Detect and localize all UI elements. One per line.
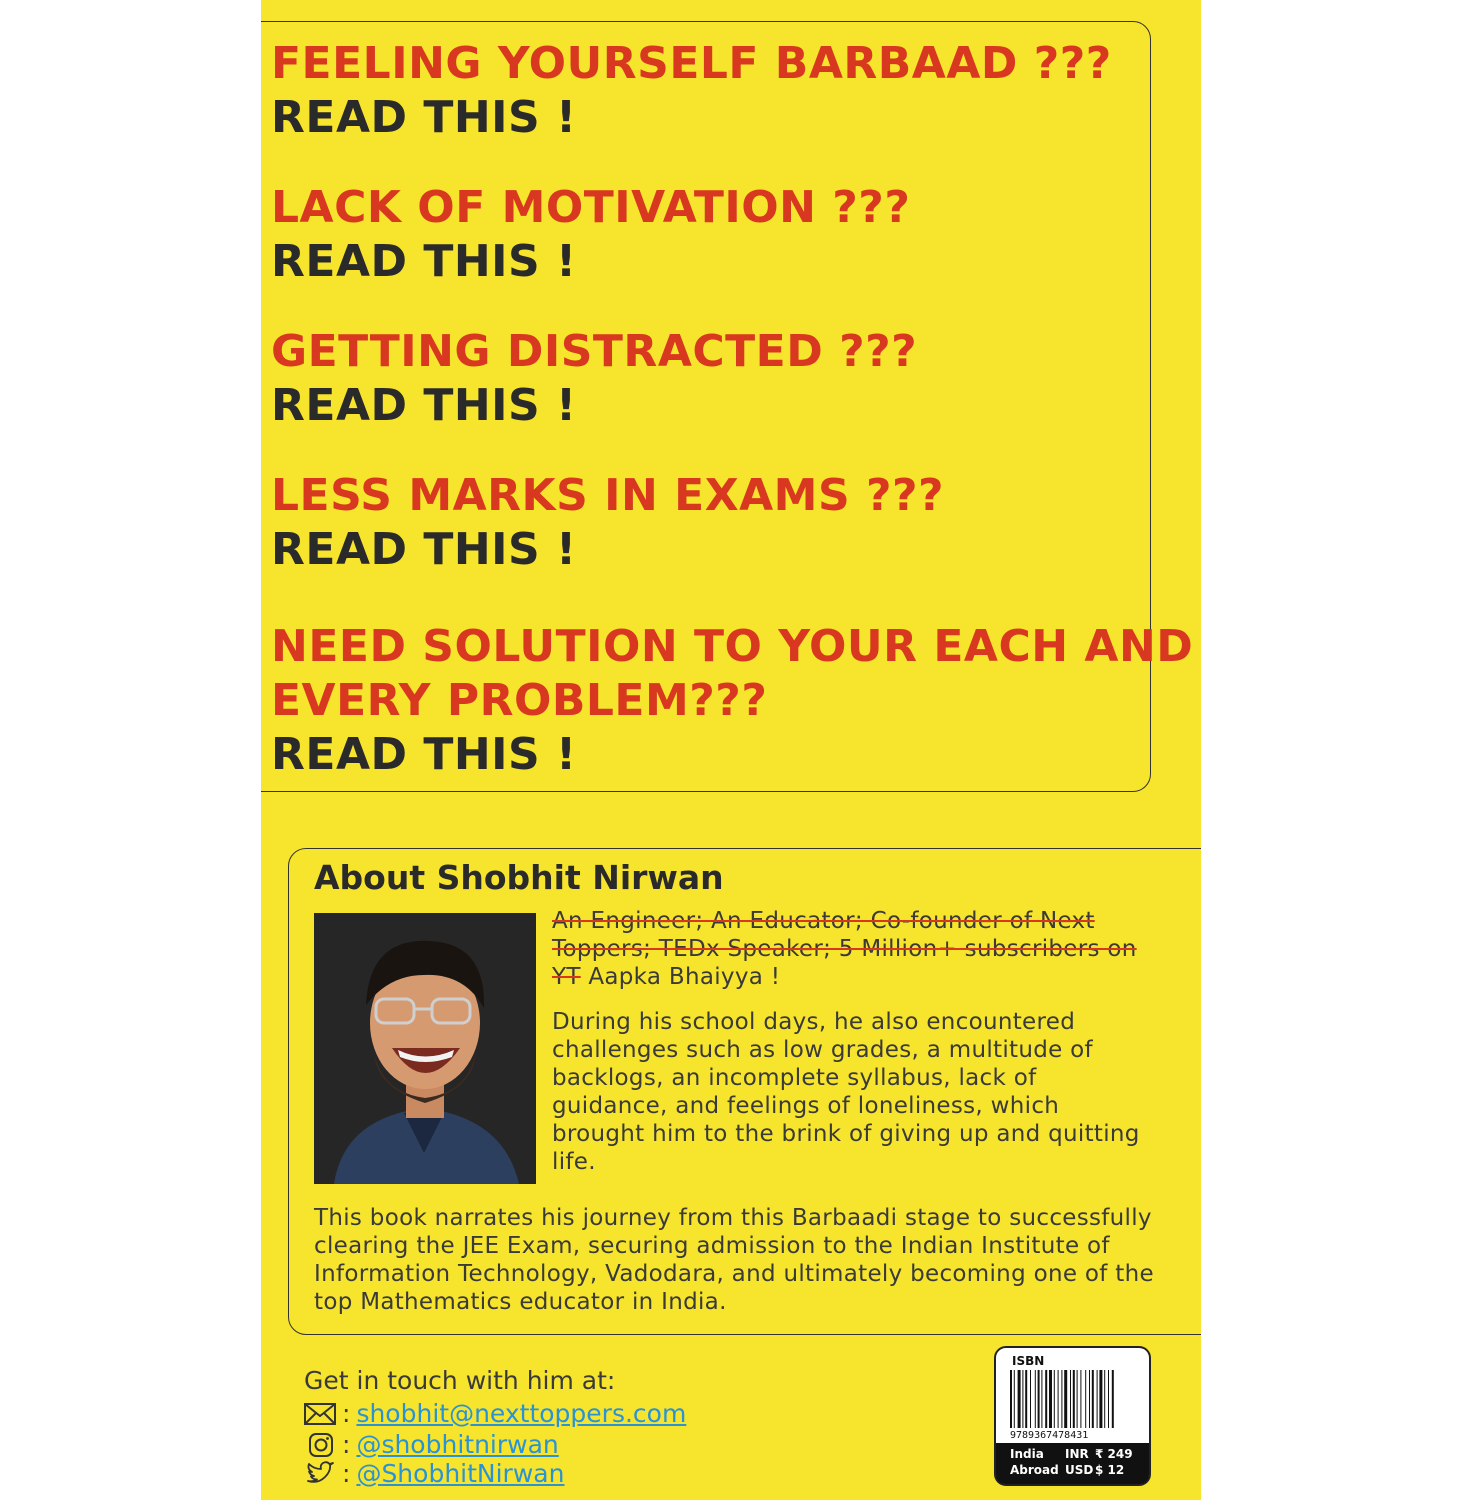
price-block xyxy=(996,1443,1149,1484)
question-block-5 xyxy=(271,620,1193,782)
price-india-currency: INR xyxy=(1065,1447,1089,1461)
question-block-1 xyxy=(271,37,1112,145)
barcode-bar xyxy=(1045,1370,1047,1428)
barcode-bar xyxy=(1089,1370,1090,1428)
price-india-row xyxy=(1010,1447,1133,1461)
bio-paragraph-1: During his school days, he also encountered challenges such as low grades, a multitude of backlogs, an incomplete syllabus, lack of guidance, and feelings of loneliness, which brought him to the brink of giving up and quitting life. xyxy=(552,1009,1140,1175)
barcode-bar xyxy=(1054,1370,1055,1428)
twitter-link[interactable]: @ShobhitNirwan xyxy=(356,1459,565,1488)
barcode-bar xyxy=(1049,1370,1052,1428)
question-text: NEED SOLUTION TO YOUR EACH AND xyxy=(271,621,1194,672)
read-this-text: READ THIS ! xyxy=(271,380,577,431)
barcode-bar xyxy=(1108,1370,1109,1428)
contact-title: Get in touch with him at: xyxy=(304,1366,616,1395)
barcode-bar xyxy=(1077,1370,1078,1428)
author-photo xyxy=(314,913,536,1184)
barcode-bar xyxy=(1085,1370,1086,1428)
isbn-label: ISBN xyxy=(1012,1354,1045,1368)
separator: : xyxy=(342,1430,351,1459)
read-this-text: READ THIS ! xyxy=(271,729,577,780)
barcode-bar xyxy=(1064,1370,1067,1428)
question-text: LESS MARKS IN EXAMS ??? xyxy=(271,470,945,521)
author-credentials xyxy=(552,907,1152,991)
question-block-4 xyxy=(271,469,944,577)
bio-paragraph-2: This book narrates his journey from this Barbaadi stage to successfully clearing the JEE Exam, securing admission to the Indian Institute of Information Technology, Vadodara, and ultimately becoming one of the top Mathematics educator in India. xyxy=(314,1205,1154,1315)
isbn-barcode-box xyxy=(994,1346,1151,1486)
price-abroad-currency: USD xyxy=(1065,1463,1094,1477)
contact-email-row xyxy=(304,1399,686,1428)
barcode-bar xyxy=(1070,1370,1071,1428)
instagram-icon xyxy=(304,1432,336,1458)
email-link[interactable]: shobhit@nexttoppers.com xyxy=(356,1399,687,1428)
barcode-bar xyxy=(1030,1370,1031,1428)
question-text: FEELING YOURSELF BARBAAD ??? xyxy=(271,38,1112,89)
read-this-text: READ THIS ! xyxy=(271,524,577,575)
barcode-bar xyxy=(1080,1370,1081,1428)
contact-twitter-row xyxy=(304,1459,564,1488)
question-block-2 xyxy=(271,181,910,289)
barcode-bar xyxy=(1025,1370,1027,1428)
price-abroad-value: $ 12 xyxy=(1095,1463,1125,1477)
struck-credentials: An Engineer; An Educator; Co-founder of Next Toppers; TEDx Speaker; 5 Million+ subscribers on YT xyxy=(552,908,1137,990)
aapka-bhaiyya-text: Aapka Bhaiyya ! xyxy=(580,964,781,990)
twitter-icon xyxy=(304,1461,336,1487)
barcode-bar xyxy=(1097,1370,1098,1428)
barcode-bar xyxy=(1018,1370,1021,1428)
question-text: EVERY PROBLEM??? xyxy=(271,675,768,726)
question-block-3 xyxy=(271,325,917,433)
read-this-text: READ THIS ! xyxy=(271,236,577,287)
price-india-value: ₹ 249 xyxy=(1095,1447,1133,1461)
barcode-image xyxy=(1010,1370,1136,1428)
price-abroad-label: Abroad xyxy=(1010,1463,1059,1477)
price-abroad-row xyxy=(1010,1463,1124,1477)
price-india-label: India xyxy=(1010,1447,1044,1461)
contact-instagram-row xyxy=(304,1430,559,1459)
barcode-bar xyxy=(1112,1370,1114,1428)
barcode-bar xyxy=(1041,1370,1042,1428)
barcode-bar xyxy=(1014,1370,1015,1428)
barcode-bar xyxy=(1022,1370,1023,1428)
barcode-bar xyxy=(1073,1370,1075,1428)
barcode-bar xyxy=(1061,1370,1062,1428)
mail-icon xyxy=(304,1403,336,1425)
barcode-bar xyxy=(1104,1370,1105,1428)
barcode-bar xyxy=(1058,1370,1059,1428)
isbn-number: 9789367478431 xyxy=(1010,1430,1089,1441)
barcode-bar xyxy=(1092,1370,1094,1428)
separator: : xyxy=(342,1399,351,1428)
separator: : xyxy=(342,1459,351,1488)
question-text: LACK OF MOTIVATION ??? xyxy=(271,182,911,233)
barcode-bar xyxy=(1099,1370,1102,1428)
barcode-bar xyxy=(1038,1370,1040,1428)
barcode-bar xyxy=(1010,1370,1012,1428)
book-back-cover xyxy=(261,0,1201,1500)
about-title: About Shobhit Nirwan xyxy=(314,858,724,897)
instagram-link[interactable]: @shobhitnirwan xyxy=(356,1430,559,1459)
read-this-text: READ THIS ! xyxy=(271,92,577,143)
question-text: GETTING DISTRACTED ??? xyxy=(271,326,918,377)
barcode-bar xyxy=(1035,1370,1036,1428)
